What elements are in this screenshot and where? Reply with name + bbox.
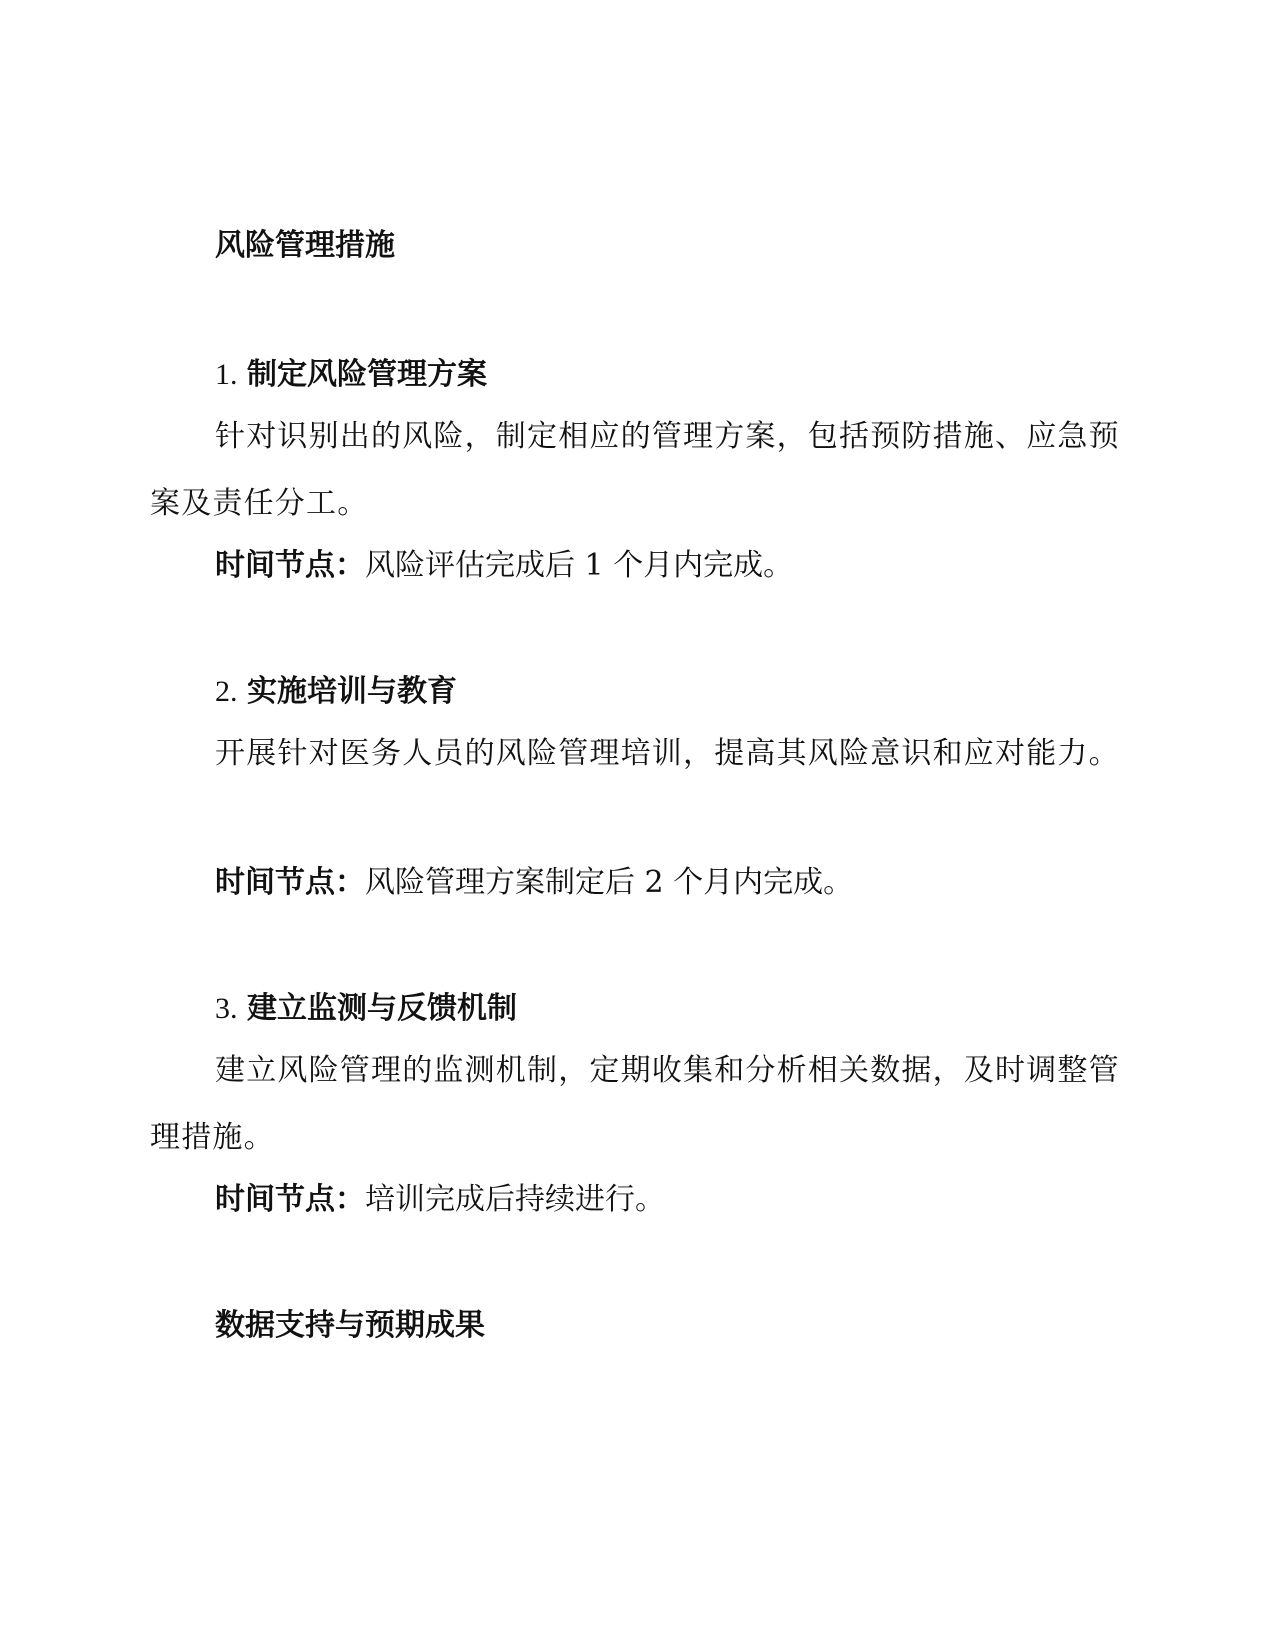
section-heading-risk-measures: 风险管理措施 [215, 228, 395, 263]
item-description-1: 针对识别出的风险，制定相应的管理方案，包括预防措施、应急预案及责任分工。 [150, 419, 1120, 521]
item-timeline-1 [215, 546, 793, 586]
item-description-2: 开展针对医务人员的风险管理培训，提高其风险意识和应对能力。 [215, 736, 1120, 771]
item-number: 3. [215, 992, 238, 1025]
item-heading-1 [215, 355, 487, 395]
timeline-label: 时间节点： [215, 865, 365, 900]
timeline-value: 风险管理方案制定后 2 个月内完成。 [365, 865, 854, 900]
item-description-3: 建立风险管理的监测机制，定期收集和分析相关数据，及时调整管理措施。 [150, 1053, 1120, 1155]
item-heading-2 [215, 672, 457, 712]
item-timeline-3 [215, 1180, 665, 1220]
item-title: 制定风险管理方案 [247, 357, 488, 392]
timeline-label: 时间节点： [215, 548, 365, 583]
timeline-label: 时间节点： [215, 1182, 365, 1217]
timeline-value: 培训完成后持续进行。 [365, 1182, 665, 1217]
item-timeline-2 [215, 863, 853, 903]
item-number: 2. [215, 675, 238, 708]
item-number: 1. [215, 358, 238, 391]
item-title: 建立监测与反馈机制 [247, 991, 518, 1026]
item-heading-3 [215, 989, 517, 1029]
section-heading-data-support: 数据支持与预期成果 [215, 1308, 485, 1343]
item-title: 实施培训与教育 [247, 674, 458, 709]
timeline-value: 风险评估完成后 1 个月内完成。 [365, 548, 794, 583]
